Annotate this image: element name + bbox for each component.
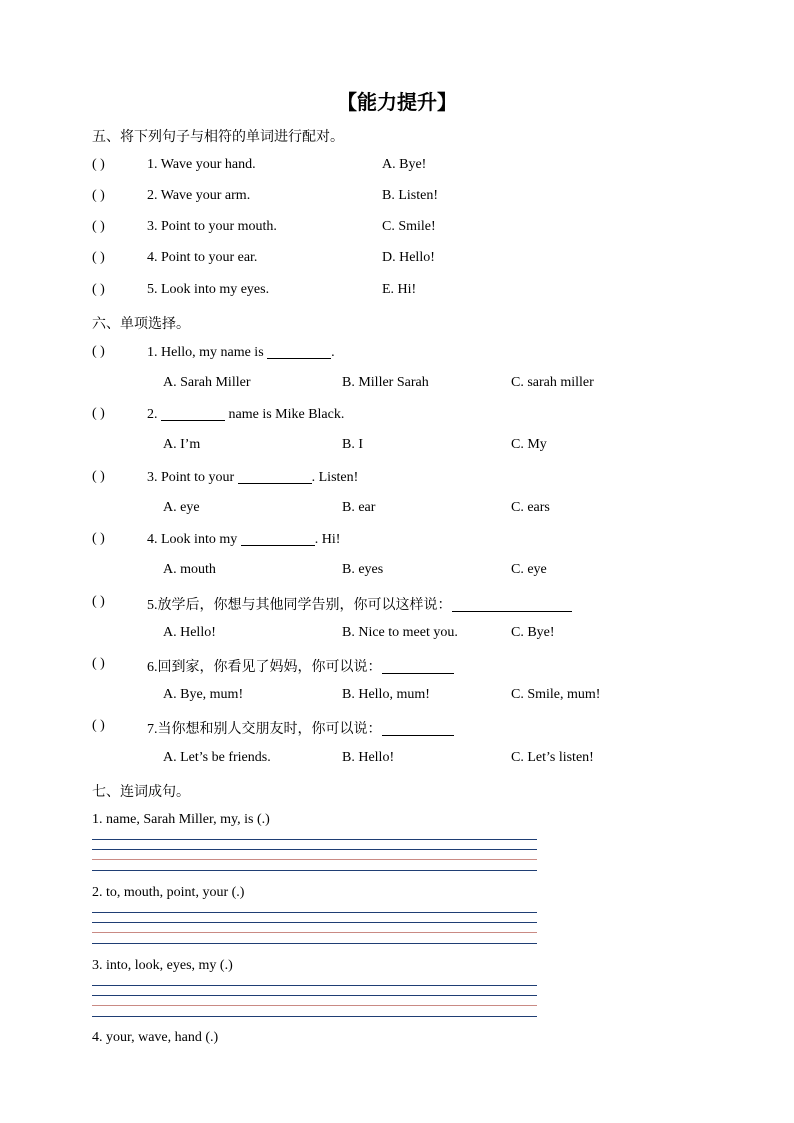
writing-line [92, 912, 537, 913]
word-order-prompt: 3. into, look, eyes, my (.) [92, 958, 233, 973]
answer-blank[interactable] [382, 659, 454, 674]
match-question: 5. Look into my eyes. [147, 282, 270, 297]
match-question: 2. Wave your arm. [147, 188, 251, 203]
option-a: A. eye [163, 500, 200, 515]
question-text: 3. Point to your [147, 470, 238, 485]
section-6-heading: 六、单项选择。 [92, 316, 190, 332]
word-order-prompt: 4. your, wave, hand (.) [92, 1030, 219, 1045]
word-order-prompt: 2. to, mouth, point, your (.) [92, 885, 245, 900]
option-b: B. Hello! [342, 750, 395, 765]
page-title: 【能力提升】 [337, 90, 457, 114]
answer-bracket: ( ) [92, 157, 105, 172]
writing-line [92, 995, 537, 996]
answer-bracket: ( ) [92, 406, 105, 421]
question-text: 7.当你想和别人交朋友时，你可以说： [147, 722, 382, 737]
option-c: C. Let’s listen! [511, 750, 594, 765]
question-text: name is Mike Black. [225, 407, 345, 422]
writing-line [92, 943, 537, 944]
choice-question [147, 469, 358, 486]
option-a: A. Let’s be friends. [163, 750, 271, 765]
writing-line [92, 859, 537, 860]
answer-bracket: ( ) [92, 656, 105, 671]
match-answer: E. Hi! [382, 282, 417, 297]
choice-question [147, 531, 340, 548]
answer-bracket: ( ) [92, 594, 105, 609]
match-answer: B. Listen! [382, 188, 438, 203]
option-c: C. sarah miller [511, 375, 594, 390]
question-text: . [331, 345, 335, 360]
option-c: C. Bye! [511, 625, 555, 640]
writing-line [92, 1016, 537, 1017]
answer-blank[interactable] [161, 406, 225, 421]
writing-line [92, 849, 537, 850]
option-a: A. Sarah Miller [163, 375, 251, 390]
question-text: . Listen! [311, 470, 359, 485]
option-b: B. Nice to meet you. [342, 625, 458, 640]
question-text: . Hi! [314, 532, 341, 547]
option-c: C. My [511, 437, 547, 452]
answer-blank[interactable] [267, 344, 331, 359]
match-question: 1. Wave your hand. [147, 157, 256, 172]
option-a: A. I’m [163, 437, 201, 452]
question-text: 4. Look into my [147, 532, 241, 547]
match-answer: A. Bye! [382, 157, 427, 172]
question-text: 6.回到家，你看见了妈妈，你可以说： [147, 660, 382, 675]
answer-bracket: ( ) [92, 344, 105, 359]
answer-bracket: ( ) [92, 250, 105, 265]
option-a: A. Bye, mum! [163, 687, 244, 702]
answer-blank[interactable] [382, 721, 454, 736]
answer-bracket: ( ) [92, 188, 105, 203]
writing-line [92, 1005, 537, 1006]
question-text: 2. [147, 407, 161, 422]
choice-question [147, 594, 572, 614]
question-text: 1. Hello, my name is [147, 345, 268, 360]
choice-question [147, 406, 344, 423]
option-c: C. eye [511, 562, 547, 577]
answer-bracket: ( ) [92, 219, 105, 234]
match-answer: C. Smile! [382, 219, 436, 234]
option-b: B. ear [342, 500, 376, 515]
writing-line [92, 870, 537, 871]
question-text: 5.放学后，你想与其他同学告别，你可以这样说： [147, 598, 452, 613]
answer-bracket: ( ) [92, 718, 105, 733]
option-a: A. Hello! [163, 625, 216, 640]
option-c: C. ears [511, 500, 550, 515]
option-b: B. eyes [342, 562, 384, 577]
section-5-heading: 五、将下列句子与相符的单词进行配对。 [92, 129, 344, 145]
option-b: B. I [342, 437, 363, 452]
match-question: 4. Point to your ear. [147, 250, 258, 265]
match-question: 3. Point to your mouth. [147, 219, 277, 234]
option-c: C. Smile, mum! [511, 687, 601, 702]
answer-bracket: ( ) [92, 469, 105, 484]
option-a: A. mouth [163, 562, 216, 577]
answer-blank[interactable] [238, 469, 312, 484]
writing-line [92, 922, 537, 923]
writing-line [92, 932, 537, 933]
answer-blank[interactable] [241, 531, 315, 546]
writing-line [92, 839, 537, 840]
match-answer: D. Hello! [382, 250, 435, 265]
section-7-heading: 七、连词成句。 [92, 784, 190, 800]
answer-bracket: ( ) [92, 531, 105, 546]
option-b: B. Miller Sarah [342, 375, 429, 390]
choice-question [147, 718, 454, 738]
answer-bracket: ( ) [92, 282, 105, 297]
writing-line [92, 985, 537, 986]
option-b: B. Hello, mum! [342, 687, 430, 702]
choice-question [147, 656, 454, 676]
word-order-prompt: 1. name, Sarah Miller, my, is (.) [92, 812, 270, 827]
answer-blank[interactable] [452, 597, 572, 612]
choice-question [147, 344, 335, 361]
